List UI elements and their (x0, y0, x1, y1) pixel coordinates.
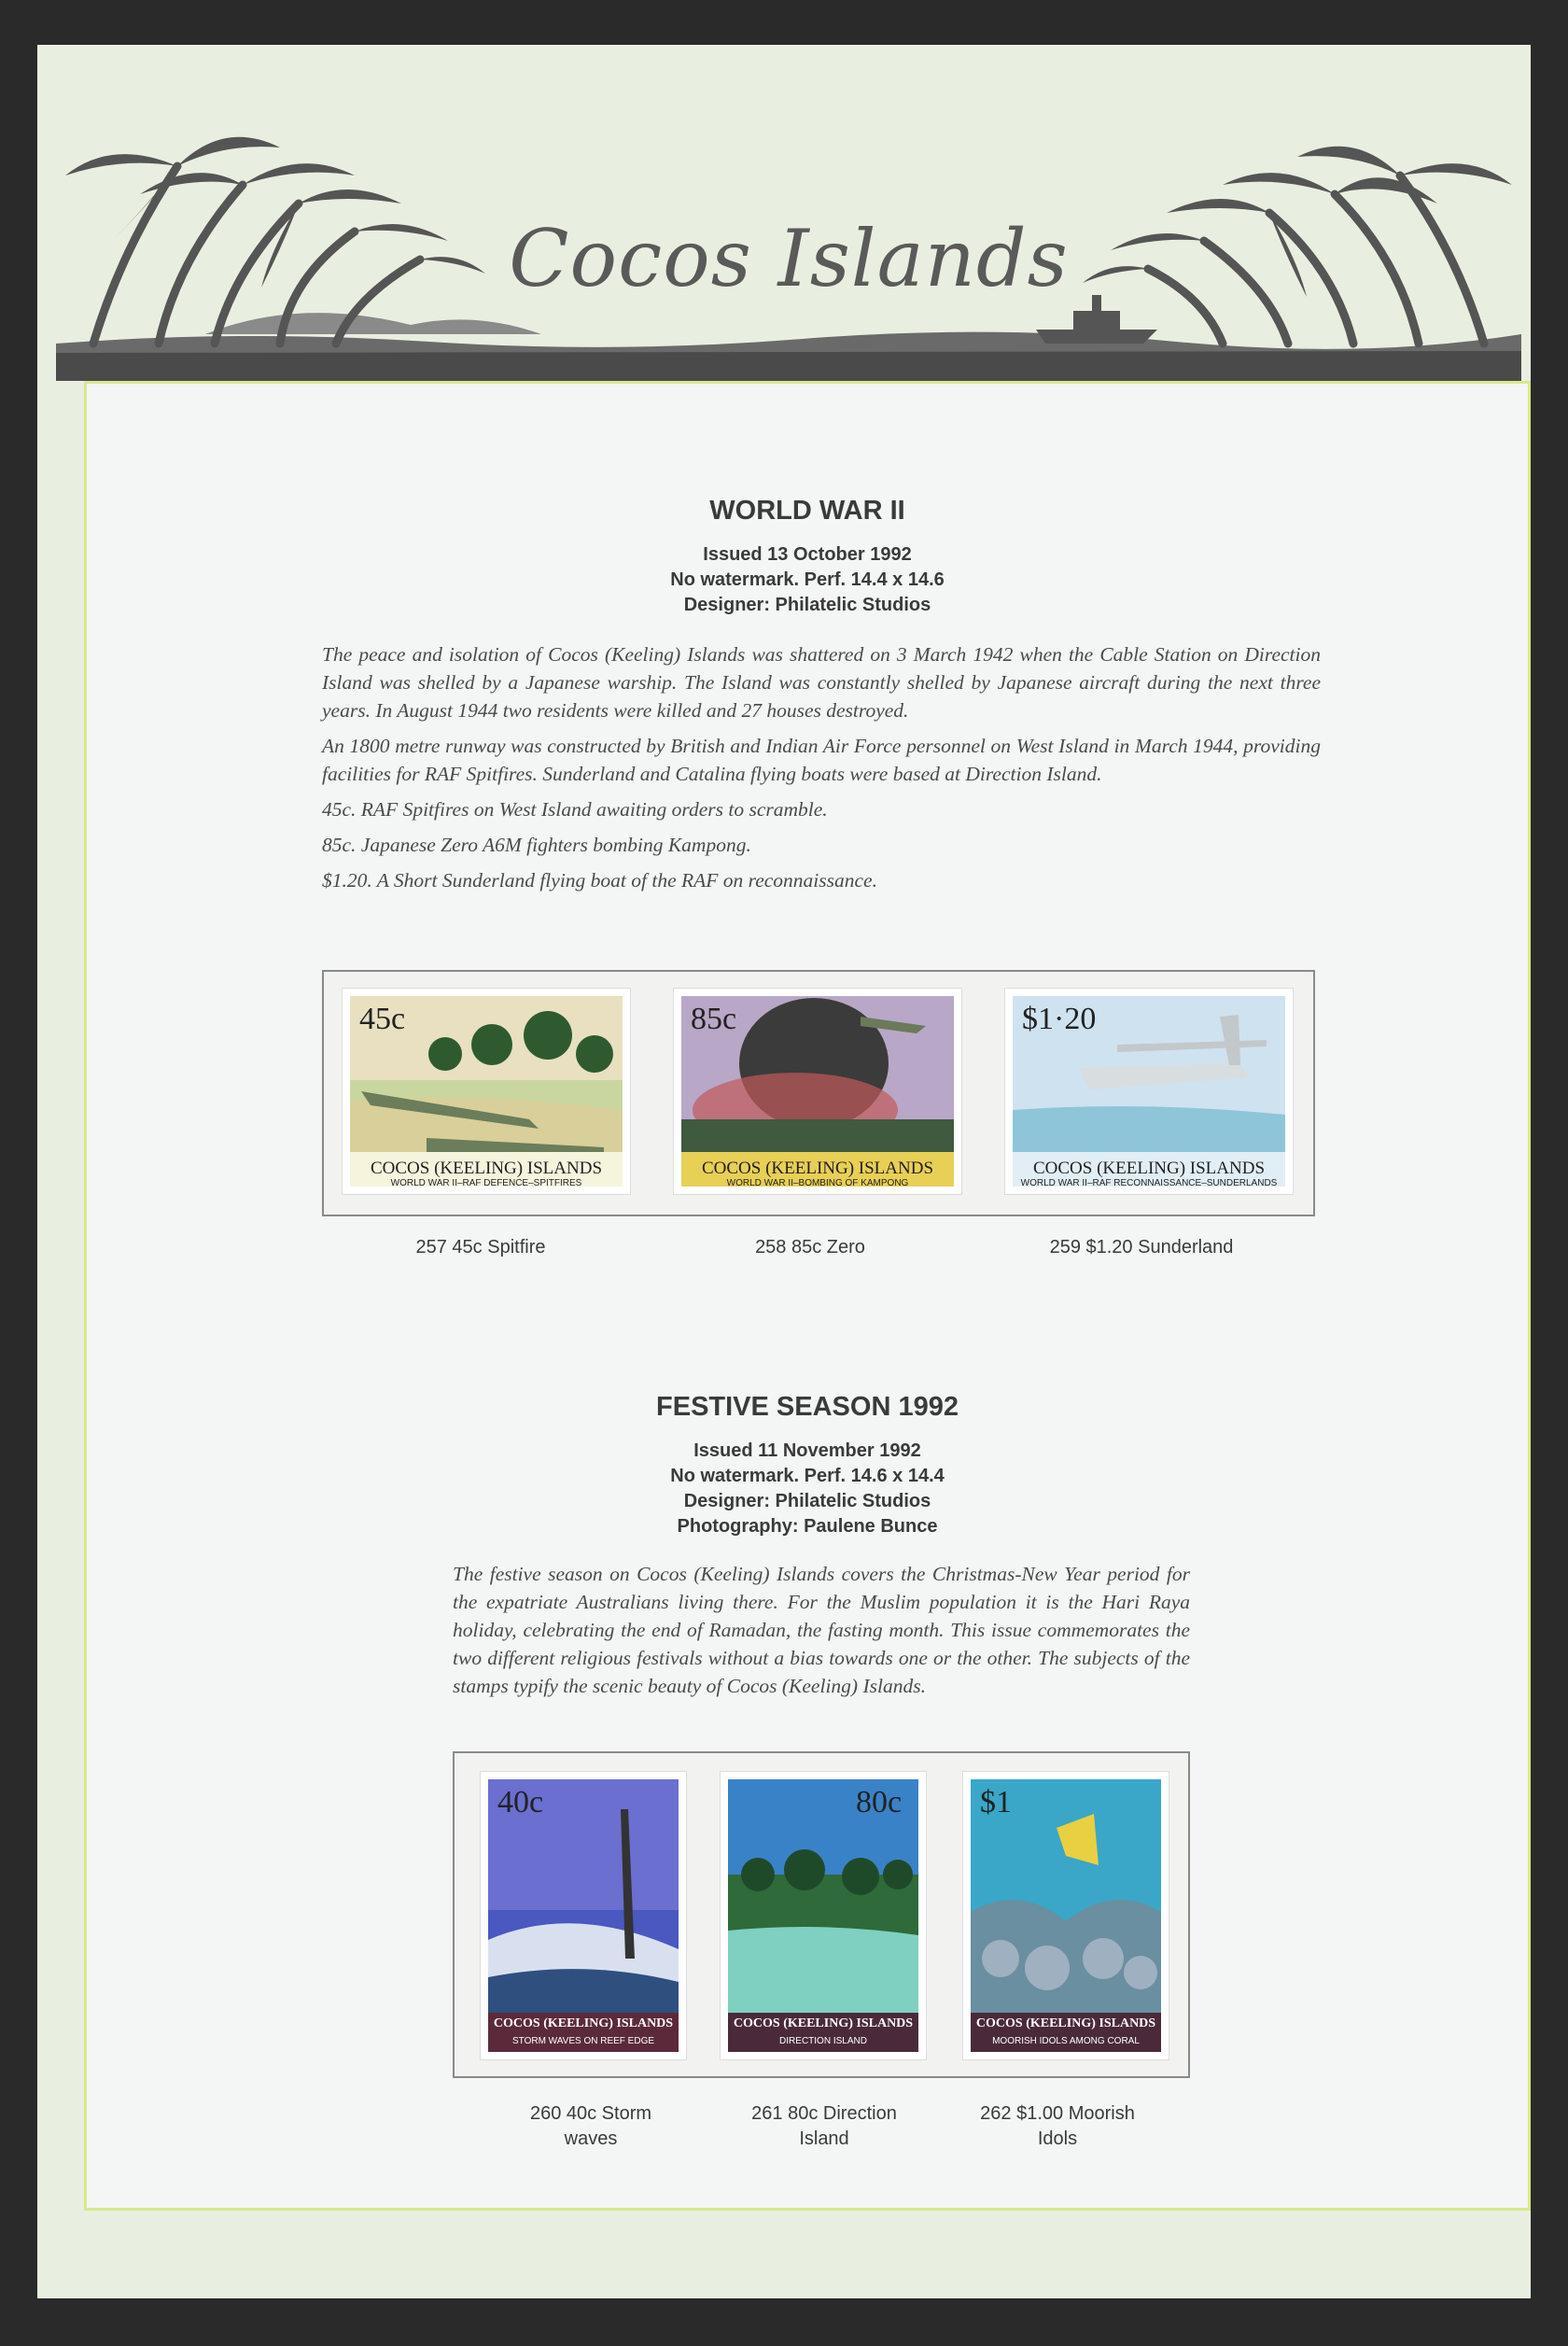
ww2-stamp-mount (322, 970, 1315, 1216)
ww2-paragraph: $1.20. A Short Sunderland flying boat of the RAF on reconnaissance. (322, 869, 877, 892)
ww2-paragraph: The peace and isolation of Cocos (Keeling) Islands was shattered on 3 March 1942 when the Cable Station on Direction Island was shelled by a Japanese warship. The Island was constantly shelled by Japanese aircraft during the next three years. In August 1944 two residents were killed and 27 houses destroyed. (322, 643, 1321, 722)
caption-261 (721, 2101, 927, 2152)
album-page (37, 45, 1531, 2298)
stamp-120-sunderland (1005, 989, 1293, 1194)
stamp-value: 45c (359, 1002, 406, 1036)
stamp-country: COCOS (KEELING) ISLANDS (733, 2016, 914, 2030)
stamp-45c-spitfire (343, 989, 630, 1194)
stamp-value: $1 (980, 1785, 1012, 1819)
stamp-country: COCOS (KEELING) ISLANDS (493, 2016, 674, 2030)
caption-line: Idols (1037, 2128, 1078, 2149)
stamp-subtitle: WORLD WAR II–RAF RECONNAISSANCE–SUNDERLANDS (1020, 1178, 1278, 1188)
stamp-country: COCOS (KEELING) ISLANDS (975, 2016, 1156, 2030)
stamp-subtitle: WORLD WAR II–RAF DEFENCE–SPITFIRES (390, 1178, 582, 1188)
stamp-value: 85c (691, 1002, 737, 1036)
stamp-subtitle: MOORISH IDOLS AMONG CORAL (992, 2036, 1140, 2046)
festive-title: FESTIVE SEASON 1992 (656, 1392, 959, 1422)
stamp-40c-storm-waves (481, 1772, 686, 2059)
stamp-1-moorish-idols (963, 1772, 1169, 2059)
caption-line: 261 80c Direction (751, 2103, 897, 2124)
stamp-country: COCOS (KEELING) ISLANDS (1032, 1159, 1266, 1178)
stamp-value: 40c (497, 1785, 544, 1819)
festive-photography: Photography: Paulene Bunce (677, 1516, 938, 1537)
ww2-paragraph: An 1800 metre runway was constructed by British and Indian Air Force personnel on West Island in March 1944, providing facilities for RAF Spitfires. Sunderland and Catalina flying boats were based at Direction Island. (322, 735, 1321, 785)
ww2-description (322, 640, 1321, 902)
ww2-issued: Issued 13 October 1992 (703, 544, 912, 565)
festive-meta (87, 1439, 1528, 1539)
ww2-paragraph: 45c. RAF Spitfires on West Island awaiting orders to scramble. (322, 798, 828, 821)
festive-description (453, 1560, 1190, 1707)
caption-259: 259 $1.20 Sunderland (1049, 1237, 1234, 1257)
stamp-subtitle: STORM WAVES ON REEF EDGE (511, 2036, 655, 2046)
caption-line: Island (799, 2128, 849, 2149)
festive-stamp-mount (453, 1751, 1190, 2078)
festive-designer: Designer: Philatelic Studios (683, 1491, 931, 1511)
caption-260 (488, 2101, 693, 2152)
stamp-country: COCOS (KEELING) ISLANDS (701, 1159, 934, 1178)
festive-paragraph: The festive season on Cocos (Keeling) Islands covers the Christmas-New Year period for the expatriate Australians living there. For the Muslim population it is the Hari Raya holiday, celebrating the end of Ramadan, the fasting month. This issue commemorates the two different religious festivals without a bias towards one or the other. The subjects of the stamps typify the scenic beauty of Cocos (Keeling) Islands. (453, 1563, 1190, 1697)
ww2-designer: Designer: Philatelic Studios (683, 595, 931, 615)
stamp-country: COCOS (KEELING) ISLANDS (370, 1159, 603, 1178)
stamp-value: $1·20 (1022, 1002, 1097, 1036)
caption-line: 262 $1.00 Moorish (980, 2103, 1135, 2124)
caption-line: 260 40c Storm (529, 2103, 652, 2124)
stamp-80c-direction-island (721, 1772, 926, 2059)
stamp-subtitle: WORLD WAR II–BOMBING OF KAMPONG (726, 1178, 909, 1188)
caption-262 (955, 2101, 1160, 2152)
ww2-meta (87, 542, 1528, 618)
festive-issued: Issued 11 November 1992 (693, 1440, 921, 1461)
caption-257: 257 45c Spitfire (415, 1237, 546, 1257)
ww2-paragraph: 85c. Japanese Zero A6M fighters bombing Kampong. (322, 834, 751, 856)
ww2-title: WORLD WAR II (709, 496, 905, 526)
header-title: Cocos Islands (509, 213, 1069, 304)
stamp-value: 80c (856, 1785, 903, 1819)
caption-258: 258 85c Zero (755, 1237, 865, 1257)
festive-perf: No watermark. Perf. 14.6 x 14.4 (670, 1466, 945, 1486)
stamp-85c-zero (674, 989, 961, 1194)
content-frame (84, 381, 1531, 2211)
caption-line: waves (564, 2128, 618, 2149)
header-illustration (56, 110, 1521, 381)
stamp-subtitle: DIRECTION ISLAND (779, 2036, 867, 2046)
ww2-perf: No watermark. Perf. 14.4 x 14.6 (670, 569, 945, 590)
